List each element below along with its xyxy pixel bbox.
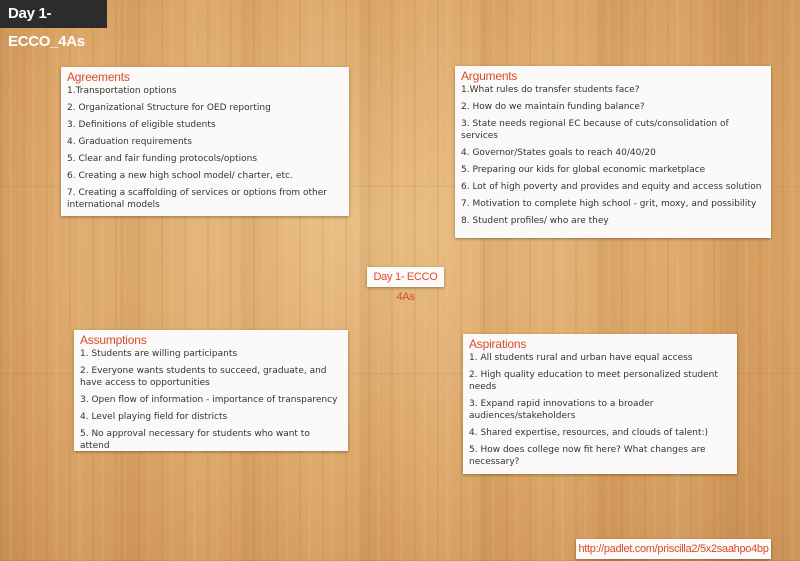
list-item: 8. Student profiles/ who are they [461,216,609,226]
card-assumptions[interactable] [74,330,348,451]
center-label[interactable]: Day 1- ECCO 4As [367,267,444,287]
board-title[interactable]: Day 1-ECCO_4As [0,0,107,28]
list-item: 2. Everyone wants students to succeed, graduate, and have access to opportunities [80,366,327,388]
list-item: 4. Graduation requirements [67,137,192,147]
list-item: 2. High quality education to meet personalized student needs [469,370,718,392]
padlet-url-link[interactable]: http://padlet.com/priscilla2/5x2saahpo4bp [576,539,771,559]
list-item: 7. Creating a scaffolding of services or options from other international models [67,188,328,210]
item-list [80,348,342,452]
list-item: 2. Organizational Structure for OED reporting [67,103,271,113]
card-aspirations[interactable] [463,334,737,474]
card-title: Aspirations [469,337,527,351]
list-item: 2. How do we maintain funding balance? [461,102,645,112]
list-item: 1. All students rural and urban have equal access [469,353,693,363]
list-item: 3. State needs regional EC because of cuts/consolidation of services [461,119,729,141]
card-title: Arguments [461,69,518,83]
list-item: 5. No approval necessary for students who want to attend [80,429,310,451]
list-item: 6. Creating a new high school model/ charter, etc. [67,171,293,181]
list-item: 1.What rules do transfer students face? [461,85,640,95]
list-item: 6. Lot of high poverty and provides and equity and access solution [461,182,762,192]
card-title: Assumptions [80,333,147,347]
list-item: 5. Preparing our kids for global economic marketplace [461,165,706,175]
card-agreements[interactable] [61,67,349,216]
list-item: 5. Clear and fair funding protocols/options [67,154,258,164]
card-arguments[interactable] [455,66,771,238]
item-list [461,84,765,227]
list-item: 3. Open flow of information - importance of transparency [80,395,338,405]
list-item: 4. Governor/States goals to reach 40/40/20 [461,148,656,158]
list-item: 5. How does college now fit here? What changes are necessary? [469,445,706,467]
list-item: 4. Shared expertise, resources, and clouds of talent:) [469,428,709,438]
list-item: 1. Students are willing participants [80,349,238,359]
list-item: 3. Definitions of eligible students [67,120,216,130]
card-title: Agreements [67,70,130,84]
list-item: 3. Expand rapid innovations to a broader audiences/stakeholders [469,399,654,421]
list-item: 1.Transportation options [67,86,177,96]
item-list [469,352,731,468]
item-list [67,85,343,211]
list-item: 7. Motivation to complete high school - grit, moxy, and possibility [461,199,757,209]
list-item: 4. Level playing field for districts [80,412,228,422]
